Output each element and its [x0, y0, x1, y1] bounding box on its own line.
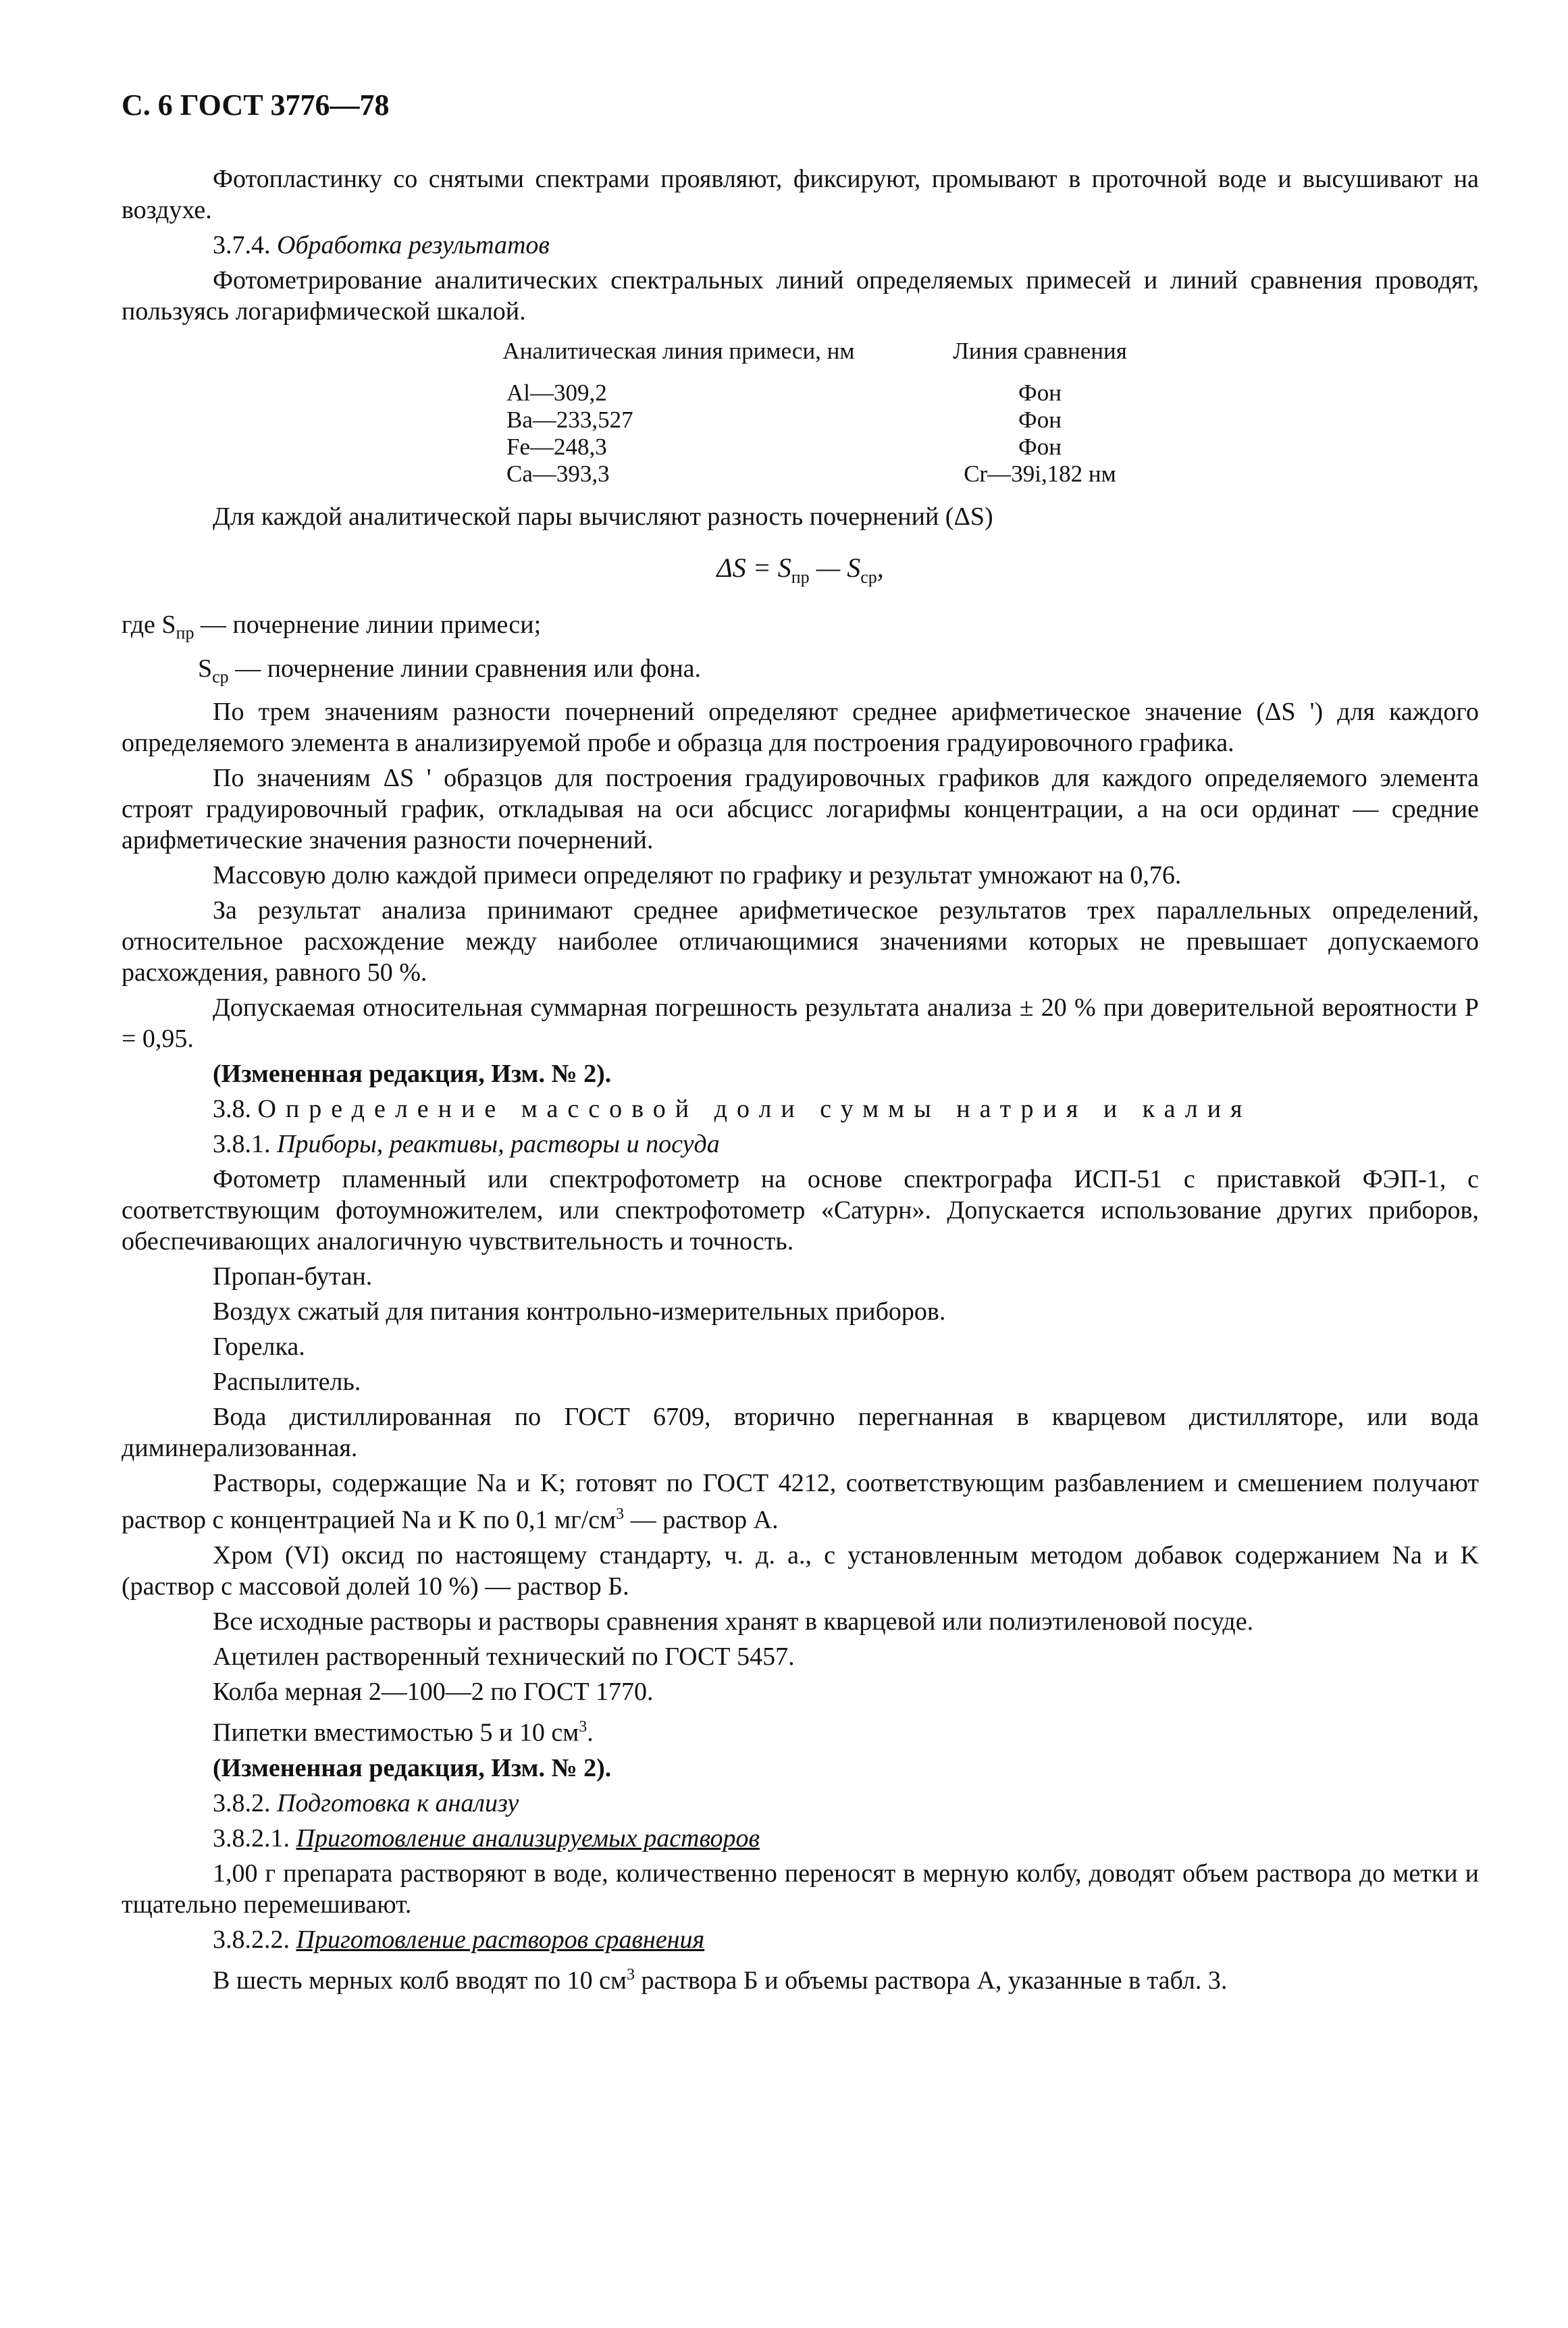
paragraph: Массовую долю каждой примеси определяют по графику и результат умножают на 0,76. [213, 861, 1182, 890]
paragraph: Пропан-бутан. [213, 1262, 373, 1291]
table-row [473, 434, 1195, 461]
document-page [122, 88, 1479, 2000]
table-cell: Al—309,2 [506, 380, 607, 406]
text-run: Растворы, содержащие Na и K; готовят по ГОСТ 4212, соответствующим разбавлением и смешением получают раствор с концентрацией Na и K по 0,1 мг/см [122, 1469, 1479, 1534]
section-title: Обработка результатов [277, 231, 550, 259]
section-heading [122, 230, 1479, 261]
paragraph: Хром (VI) оксид по настоящему стандарту, ч. д. а., с установленным методом добавок содержанием Na и K (раствор с массовой долей 10 %) — раствор Б. [122, 1541, 1479, 1601]
table-row [473, 461, 1195, 488]
section-number: 3.7.4. [213, 231, 271, 259]
formula-part: , [877, 552, 884, 583]
section-title: Приборы, реактивы, растворы и посуда [277, 1130, 720, 1159]
paragraph: 1,00 г препарата растворяют в воде, количественно переносят в мерную колбу, доводят объем раствора до метки и тщательно перемешивают. [122, 1859, 1479, 1919]
paragraph [122, 1468, 1479, 1536]
table-cell: Cr—39i,182 нм [964, 461, 1116, 487]
paragraph [122, 1711, 1479, 1749]
paragraph: Горелка. [213, 1333, 305, 1362]
text-run: . [587, 1718, 594, 1747]
table-cell: Ba—233,527 [506, 407, 633, 433]
where-line [122, 609, 1479, 649]
text-run: — раствор А. [624, 1505, 779, 1534]
paragraph: Фотопластинку со снятыми спектрами проявляют, фиксируют, промывают в проточной воде и высушивают на воздухе. [122, 165, 1479, 224]
where-symbol: S [198, 654, 213, 683]
section-heading [122, 1788, 1479, 1819]
where-line [198, 653, 1479, 693]
paragraph: Вода дистиллированная по ГОСТ 6709, вторично перегнанная в кварцевом дистилляторе, или вода диминерализованная. [122, 1403, 1479, 1463]
section-number: 3.8.2.2. [213, 1925, 290, 1954]
paragraph: Воздух сжатый для питания контрольно-измерительных приборов. [213, 1297, 946, 1326]
table-row [473, 380, 1195, 407]
amendment-note: (Измененная редакция, Изм. № 2). [213, 1753, 612, 1782]
paragraph: По значениям ΔS ' образцов для построения градуировочных графиков для каждого определяемого элемента строят градуировочный график, откладывая на оси абсцисс логарифмы концентрации, а на оси ординат — средние арифметические значения разности почернений. [122, 764, 1479, 855]
table-header-ref: Линия сравнения [953, 338, 1127, 364]
page-header: С. 6 ГОСТ 3776—78 [122, 88, 390, 122]
table-cell: Fe—248,3 [506, 434, 607, 460]
formula [122, 552, 1479, 593]
section-title: Подготовка к анализу [277, 1788, 519, 1817]
text-run: Пипетки вместимостью 5 и 10 см [213, 1718, 579, 1747]
table-cell: Фон [1018, 380, 1062, 406]
table-header-line: Аналитическая линия примеси, нм [502, 338, 855, 364]
table-row [473, 407, 1195, 434]
superscript: 3 [627, 1965, 635, 1984]
section-heading [122, 1924, 1479, 1955]
section-number: 3.8. [213, 1095, 251, 1124]
where-subscript: ср [212, 667, 229, 687]
section-number: 3.8.2.1. [213, 1823, 290, 1853]
text-run: раствора Б и объемы раствора А, указанные в табл. 3. [635, 1966, 1228, 1995]
paragraph: Фотометрирование аналитических спектральных линий определяемых примесей и линий сравнения проводят, пользуясь логарифмической шкалой. [122, 266, 1479, 326]
paragraph [122, 1959, 1479, 1996]
section-heading [122, 1093, 1479, 1124]
paragraph: Для каждой аналитической пары вычисляют разность почернений (ΔS) [213, 502, 993, 531]
paragraph: Ацетилен растворенный технический по ГОСТ 5457. [213, 1642, 795, 1671]
paragraph: Все исходные растворы и растворы сравнения хранят в кварцевой или полиэтиленовой посуде. [213, 1607, 1254, 1636]
spectral-lines-table [473, 338, 1195, 488]
paragraph: Распылитель. [213, 1368, 361, 1397]
paragraph: За результат анализа принимают среднее арифметическое результатов трех параллельных определений, относительное расхождение между наиболее отличающимися значениями которых не превышает допускаемого расхождения, равного 50 %. [122, 896, 1479, 987]
where-subscript: пр [176, 623, 194, 643]
formula-subscript: пр [791, 567, 810, 587]
amendment-note: (Измененная редакция, Изм. № 2). [213, 1060, 612, 1089]
formula-part: — S [809, 552, 861, 583]
formula-subscript: ср [860, 567, 877, 587]
section-number: 3.8.1. [213, 1130, 271, 1159]
section-number: 3.8.2. [213, 1788, 271, 1817]
where-symbol: где S [122, 611, 176, 639]
paragraph: Допускаемая относительная суммарная погрешность результата анализа ± 20 % при доверительной вероятности P = 0,95. [122, 993, 1479, 1054]
text-run: В шесть мерных колб вводят по 10 см [213, 1966, 627, 1995]
paragraph: Фотометр пламенный или спектрофотометр на основе спектрографа ИСП-51 с приставкой ФЭП-1, с соответствующим фотоумножителем, или спектрофотометр «Сатурн». Допускается использование других приборов, обеспечивающих аналогичную чувствительность и точность. [122, 1165, 1479, 1256]
table-cell: Фон [1018, 434, 1062, 460]
section-title: Приготовление анализируемых растворов [296, 1823, 760, 1853]
paragraph: По трем значениям разности почернений определяют среднее арифметическое значение (ΔS ') для каждого определяемого элемента в анализируемой пробе и образца для построения градуировочного графика. [122, 698, 1479, 758]
section-heading [122, 1823, 1479, 1854]
table-cell: Фон [1018, 407, 1062, 433]
where-text: — почернение линии примеси; [194, 611, 542, 639]
formula-part: ΔS = S [716, 552, 791, 583]
superscript: 3 [579, 1717, 587, 1736]
where-text: — почернение линии сравнения или фона. [228, 654, 702, 683]
superscript: 3 [616, 1505, 625, 1524]
section-title: Приготовление растворов сравнения [296, 1925, 705, 1954]
paragraph: Колба мерная 2—100—2 по ГОСТ 1770. [213, 1677, 654, 1706]
section-heading [122, 1129, 1479, 1160]
table-cell: Ca—393,3 [506, 461, 610, 487]
section-title: Определение массовой доли суммы натрия и калия [257, 1095, 1252, 1124]
